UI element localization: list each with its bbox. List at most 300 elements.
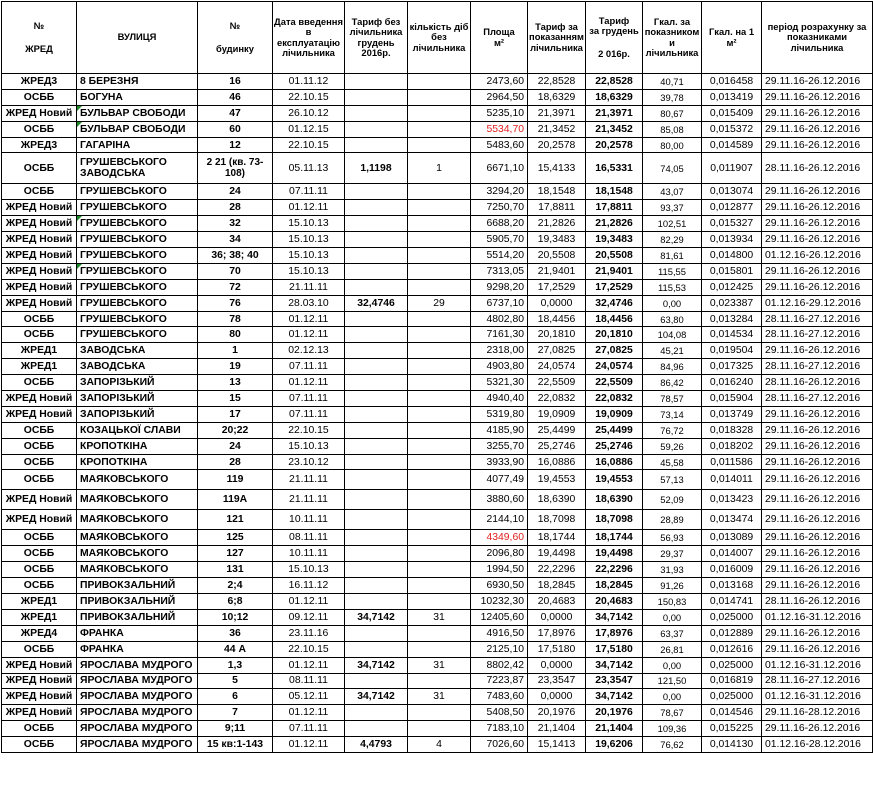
cell-street: ГРУШЕВСЬКОГО <box>77 295 198 311</box>
cell-gcal-by-meter: 104,08 <box>643 327 702 343</box>
cell-area: 5483,60 <box>471 137 528 153</box>
cell-tariff-december: 22,0832 <box>586 391 643 407</box>
cell-area: 2964,50 <box>471 89 528 105</box>
cell-date: 01.12.11 <box>273 737 345 753</box>
cell-gcal-by-meter: 28,89 <box>643 510 702 530</box>
cell-tariff-by-meter: 16,0886 <box>528 454 586 470</box>
cell-period: 29.11.16-26.12.2016 <box>762 89 873 105</box>
header-tariff-no-meter: Тариф без лічильника грудень 2016р. <box>345 2 408 74</box>
cell-zhred: ЖРЕД Новий <box>2 490 77 510</box>
table-row <box>2 89 873 105</box>
cell-gcal-per-m2: 0,015904 <box>702 391 762 407</box>
cell-house: 24 <box>198 184 273 200</box>
cell-house: 2 21 (кв. 73-108) <box>198 153 273 184</box>
cell-house: 20;22 <box>198 422 273 438</box>
cell-date: 26.10.12 <box>273 105 345 121</box>
cell-area: 4077,49 <box>471 470 528 490</box>
cell-period: 01.12.16-29.12.2016 <box>762 295 873 311</box>
cell-tariff-december: 22,2296 <box>586 562 643 578</box>
cell-gcal-per-m2: 0,015801 <box>702 263 762 279</box>
cell-tariff-by-meter: 18,4456 <box>528 311 586 327</box>
cell-period: 01.12.16-31.12.2016 <box>762 657 873 673</box>
cell-area: 6671,10 <box>471 153 528 184</box>
cell-gcal-per-m2: 0,014130 <box>702 737 762 753</box>
cell-period: 29.11.16-26.12.2016 <box>762 121 873 137</box>
cell-date: 07.11.11 <box>273 391 345 407</box>
cell-area: 5319,80 <box>471 406 528 422</box>
cell-period: 29.11.16-26.12.2016 <box>762 74 873 90</box>
cell-street: ГРУШЕВСЬКОГО <box>77 263 198 279</box>
cell-period: 29.11.16-26.12.2016 <box>762 470 873 490</box>
cell-days-no-meter <box>408 74 471 90</box>
cell-street: ГРУШЕВСЬКОГО <box>77 232 198 248</box>
cell-date: 23.10.12 <box>273 454 345 470</box>
cell-tariff-december: 20,5508 <box>586 248 643 264</box>
table-row <box>2 216 873 232</box>
cell-street: ГРУШЕВСЬКОГО <box>77 184 198 200</box>
cell-street: 8 БЕРЕЗНЯ <box>77 74 198 90</box>
cell-tariff-december: 22,5509 <box>586 375 643 391</box>
cell-tariff-december: 17,8976 <box>586 625 643 641</box>
cell-gcal-per-m2: 0,018328 <box>702 422 762 438</box>
cell-tariff-december: 34,7142 <box>586 609 643 625</box>
cell-days-no-meter: 31 <box>408 689 471 705</box>
cell-zhred: ОСББ <box>2 562 77 578</box>
cell-period: 29.11.16-26.12.2016 <box>762 105 873 121</box>
cell-gcal-by-meter: 150,83 <box>643 594 702 610</box>
cell-gcal-per-m2: 0,014011 <box>702 470 762 490</box>
cell-zhred: ОСББ <box>2 438 77 454</box>
cell-gcal-per-m2: 0,017325 <box>702 359 762 375</box>
cell-tariff-no-meter <box>345 248 408 264</box>
cell-date: 23.11.16 <box>273 625 345 641</box>
cell-tariff-december: 32,4746 <box>586 295 643 311</box>
cell-period: 29.11.16-26.12.2016 <box>762 343 873 359</box>
cell-tariff-by-meter: 18,6390 <box>528 490 586 510</box>
cell-zhred: ЖРЕД Новий <box>2 263 77 279</box>
cell-street: ПРИВОКЗАЛЬНИЙ <box>77 578 198 594</box>
cell-tariff-by-meter: 18,1548 <box>528 184 586 200</box>
cell-house: 119 <box>198 470 273 490</box>
cell-street: МАЯКОВСЬКОГО <box>77 562 198 578</box>
cell-tariff-no-meter <box>345 74 408 90</box>
cell-gcal-by-meter: 43,07 <box>643 184 702 200</box>
cell-days-no-meter <box>408 248 471 264</box>
cell-tariff-december: 21,3971 <box>586 105 643 121</box>
table-row <box>2 406 873 422</box>
cell-area: 4185,90 <box>471 422 528 438</box>
cell-zhred: ЖРЕД Новий <box>2 200 77 216</box>
cell-gcal-per-m2: 0,013419 <box>702 89 762 105</box>
cell-date: 21.11.11 <box>273 470 345 490</box>
cell-date: 10.11.11 <box>273 546 345 562</box>
cell-date: 01.12.11 <box>273 705 345 721</box>
cell-area: 7483,60 <box>471 689 528 705</box>
cell-gcal-by-meter: 102,51 <box>643 216 702 232</box>
cell-house: 15 <box>198 391 273 407</box>
cell-street: КРОПОТКІНА <box>77 438 198 454</box>
cell-days-no-meter <box>408 578 471 594</box>
cell-gcal-per-m2: 0,014589 <box>702 137 762 153</box>
table-row <box>2 200 873 216</box>
cell-days-no-meter <box>408 530 471 546</box>
cell-gcal-by-meter: 0,00 <box>643 657 702 673</box>
cell-period: 29.11.16-28.12.2016 <box>762 705 873 721</box>
cell-tariff-no-meter <box>345 721 408 737</box>
cell-gcal-by-meter: 0,00 <box>643 689 702 705</box>
cell-house: 17 <box>198 406 273 422</box>
cell-gcal-by-meter: 80,00 <box>643 137 702 153</box>
cell-area: 6688,20 <box>471 216 528 232</box>
cell-period: 29.11.16-26.12.2016 <box>762 625 873 641</box>
cell-period: 28.11.16-26.12.2016 <box>762 375 873 391</box>
cell-gcal-by-meter: 115,53 <box>643 279 702 295</box>
cell-tariff-no-meter: 34,7142 <box>345 657 408 673</box>
cell-tariff-by-meter: 18,6329 <box>528 89 586 105</box>
cell-area: 4916,50 <box>471 625 528 641</box>
cell-gcal-by-meter: 86,42 <box>643 375 702 391</box>
cell-tariff-december: 16,0886 <box>586 454 643 470</box>
cell-gcal-by-meter: 59,26 <box>643 438 702 454</box>
cell-street: БУЛЬВАР СВОБОДИ <box>77 105 198 121</box>
cell-tariff-by-meter: 19,3483 <box>528 232 586 248</box>
cell-area: 3294,20 <box>471 184 528 200</box>
cell-gcal-per-m2: 0,013474 <box>702 510 762 530</box>
cell-zhred: ОСББ <box>2 153 77 184</box>
cell-period: 28.11.16-27.12.2016 <box>762 359 873 375</box>
cell-days-no-meter <box>408 105 471 121</box>
cell-zhred: ОСББ <box>2 454 77 470</box>
cell-tariff-no-meter <box>345 232 408 248</box>
cell-area: 10232,30 <box>471 594 528 610</box>
header-gcal-by-meter: Гкал. за показником и лічильника <box>643 2 702 74</box>
cell-area: 5235,10 <box>471 105 528 121</box>
cell-street: ФРАНКА <box>77 641 198 657</box>
cell-house: 9;11 <box>198 721 273 737</box>
cell-gcal-per-m2: 0,014546 <box>702 705 762 721</box>
cell-zhred: ОСББ <box>2 422 77 438</box>
cell-area: 2144,10 <box>471 510 528 530</box>
cell-date: 15.10.13 <box>273 263 345 279</box>
cell-days-no-meter <box>408 510 471 530</box>
cell-gcal-per-m2: 0,018202 <box>702 438 762 454</box>
cell-tariff-no-meter <box>345 343 408 359</box>
cell-area: 2096,80 <box>471 546 528 562</box>
cell-days-no-meter <box>408 422 471 438</box>
cell-house: 76 <box>198 295 273 311</box>
cell-tariff-by-meter: 27,0825 <box>528 343 586 359</box>
cell-date: 07.11.11 <box>273 721 345 737</box>
cell-gcal-per-m2: 0,012616 <box>702 641 762 657</box>
table-row <box>2 562 873 578</box>
cell-house: 7 <box>198 705 273 721</box>
cell-gcal-by-meter: 45,58 <box>643 454 702 470</box>
cell-tariff-december: 21,1404 <box>586 721 643 737</box>
cell-days-no-meter <box>408 391 471 407</box>
cell-zhred: ЖРЕД Новий <box>2 406 77 422</box>
table-row <box>2 375 873 391</box>
cell-period: 28.11.16-27.12.2016 <box>762 327 873 343</box>
cell-gcal-by-meter: 73,14 <box>643 406 702 422</box>
cell-tariff-no-meter: 32,4746 <box>345 295 408 311</box>
cell-days-no-meter <box>408 375 471 391</box>
cell-area: 5321,30 <box>471 375 528 391</box>
cell-zhred: ЖРЕД Новий <box>2 391 77 407</box>
cell-house: 5 <box>198 673 273 689</box>
table-row <box>2 689 873 705</box>
cell-days-no-meter <box>408 546 471 562</box>
cell-zhred: ОСББ <box>2 578 77 594</box>
table-row <box>2 279 873 295</box>
cell-tariff-by-meter: 20,2578 <box>528 137 586 153</box>
cell-gcal-per-m2: 0,012877 <box>702 200 762 216</box>
table-row <box>2 546 873 562</box>
cell-tariff-by-meter: 22,8528 <box>528 74 586 90</box>
cell-area: 7223,87 <box>471 673 528 689</box>
cell-gcal-per-m2: 0,014534 <box>702 327 762 343</box>
cell-period: 29.11.16-26.12.2016 <box>762 454 873 470</box>
cell-gcal-by-meter: 40,71 <box>643 74 702 90</box>
cell-tariff-december: 19,3483 <box>586 232 643 248</box>
cell-area: 3933,90 <box>471 454 528 470</box>
cell-tariff-by-meter: 20,1976 <box>528 705 586 721</box>
cell-gcal-by-meter: 52,09 <box>643 490 702 510</box>
cell-period: 29.11.16-26.12.2016 <box>762 216 873 232</box>
cell-street: ЗАПОРІЗЬКИЙ <box>77 406 198 422</box>
cell-tariff-december: 22,8528 <box>586 74 643 90</box>
cell-tariff-by-meter: 17,8811 <box>528 200 586 216</box>
cell-area: 7161,30 <box>471 327 528 343</box>
cell-gcal-per-m2: 0,016240 <box>702 375 762 391</box>
cell-street: МАЯКОВСЬКОГО <box>77 530 198 546</box>
cell-tariff-by-meter: 0,0000 <box>528 295 586 311</box>
cell-tariff-december: 19,6206 <box>586 737 643 753</box>
cell-house: 36; 38; 40 <box>198 248 273 264</box>
cell-date: 08.11.11 <box>273 673 345 689</box>
cell-area: 7250,70 <box>471 200 528 216</box>
cell-tariff-by-meter: 0,0000 <box>528 689 586 705</box>
cell-house: 16 <box>198 74 273 90</box>
table-row <box>2 263 873 279</box>
cell-days-no-meter <box>408 625 471 641</box>
cell-tariff-december: 17,2529 <box>586 279 643 295</box>
cell-period: 29.11.16-26.12.2016 <box>762 530 873 546</box>
cell-days-no-meter <box>408 562 471 578</box>
cell-days-no-meter <box>408 470 471 490</box>
table-row <box>2 105 873 121</box>
cell-area: 6930,50 <box>471 578 528 594</box>
table-row <box>2 737 873 753</box>
cell-tariff-by-meter: 20,1810 <box>528 327 586 343</box>
cell-period: 29.11.16-26.12.2016 <box>762 641 873 657</box>
cell-tariff-december: 25,4499 <box>586 422 643 438</box>
cell-tariff-december: 19,0909 <box>586 406 643 422</box>
cell-gcal-per-m2: 0,013089 <box>702 530 762 546</box>
cell-zhred: ЖРЕД Новий <box>2 105 77 121</box>
cell-street: МАЯКОВСЬКОГО <box>77 470 198 490</box>
cell-tariff-december: 20,1976 <box>586 705 643 721</box>
cell-house: 15 кв:1-143 <box>198 737 273 753</box>
cell-tariff-no-meter <box>345 89 408 105</box>
cell-street: БОГУНА <box>77 89 198 105</box>
cell-tariff-no-meter <box>345 121 408 137</box>
cell-gcal-per-m2: 0,019504 <box>702 343 762 359</box>
cell-period: 29.11.16-26.12.2016 <box>762 490 873 510</box>
cell-gcal-by-meter: 0,00 <box>643 609 702 625</box>
cell-days-no-meter <box>408 490 471 510</box>
cell-tariff-by-meter: 15,1413 <box>528 737 586 753</box>
cell-tariff-no-meter: 4,4793 <box>345 737 408 753</box>
table-row <box>2 248 873 264</box>
table-row <box>2 121 873 137</box>
cell-gcal-by-meter: 39,78 <box>643 89 702 105</box>
cell-tariff-no-meter <box>345 375 408 391</box>
table-row <box>2 657 873 673</box>
cell-days-no-meter: 1 <box>408 153 471 184</box>
cell-gcal-per-m2: 0,015372 <box>702 121 762 137</box>
cell-tariff-december: 18,7098 <box>586 510 643 530</box>
cell-tariff-by-meter: 21,3452 <box>528 121 586 137</box>
cell-tariff-no-meter <box>345 673 408 689</box>
cell-tariff-december: 34,7142 <box>586 657 643 673</box>
cell-zhred: ЖРЕД1 <box>2 343 77 359</box>
cell-gcal-per-m2: 0,014007 <box>702 546 762 562</box>
cell-area: 1994,50 <box>471 562 528 578</box>
cell-street: ГРУШЕВСЬКОГО <box>77 216 198 232</box>
cell-days-no-meter <box>408 200 471 216</box>
cell-gcal-per-m2: 0,013423 <box>702 490 762 510</box>
cell-house: 119А <box>198 490 273 510</box>
cell-zhred: ЖРЕД Новий <box>2 657 77 673</box>
cell-zhred: ЖРЕД1 <box>2 594 77 610</box>
cell-tariff-december: 21,9401 <box>586 263 643 279</box>
cell-gcal-by-meter: 76,72 <box>643 422 702 438</box>
cell-tariff-december: 21,3452 <box>586 121 643 137</box>
cell-gcal-per-m2: 0,013074 <box>702 184 762 200</box>
cell-tariff-by-meter: 15,4133 <box>528 153 586 184</box>
cell-tariff-by-meter: 17,2529 <box>528 279 586 295</box>
cell-tariff-by-meter: 17,5180 <box>528 641 586 657</box>
cell-gcal-by-meter: 91,26 <box>643 578 702 594</box>
cell-area: 4940,40 <box>471 391 528 407</box>
cell-period: 29.11.16-26.12.2016 <box>762 200 873 216</box>
cell-tariff-december: 20,1810 <box>586 327 643 343</box>
cell-zhred: ОСББ <box>2 721 77 737</box>
cell-days-no-meter <box>408 641 471 657</box>
cell-street: ГРУШЕВСЬКОГО <box>77 200 198 216</box>
cell-date: 01.12.11 <box>273 375 345 391</box>
table-row <box>2 594 873 610</box>
cell-zhred: ОСББ <box>2 530 77 546</box>
table-row <box>2 438 873 454</box>
cell-tariff-no-meter <box>345 438 408 454</box>
cell-house: 6 <box>198 689 273 705</box>
cell-area: 3255,70 <box>471 438 528 454</box>
cell-street: МАЯКОВСЬКОГО <box>77 546 198 562</box>
cell-tariff-by-meter: 21,2826 <box>528 216 586 232</box>
cell-tariff-december: 17,8811 <box>586 200 643 216</box>
cell-date: 22.10.15 <box>273 137 345 153</box>
cell-tariff-no-meter <box>345 359 408 375</box>
cell-area: 8802,42 <box>471 657 528 673</box>
cell-gcal-per-m2: 0,013168 <box>702 578 762 594</box>
cell-tariff-no-meter <box>345 562 408 578</box>
cell-gcal-per-m2: 0,016009 <box>702 562 762 578</box>
table-row <box>2 510 873 530</box>
cell-tariff-by-meter: 0,0000 <box>528 609 586 625</box>
cell-tariff-no-meter <box>345 327 408 343</box>
cell-house: 60 <box>198 121 273 137</box>
cell-house: 36 <box>198 625 273 641</box>
cell-gcal-per-m2: 0,025000 <box>702 657 762 673</box>
cell-street: ГРУШЕВСЬКОГО <box>77 279 198 295</box>
cell-tariff-by-meter: 17,8976 <box>528 625 586 641</box>
cell-zhred: ЖРЕД Новий <box>2 248 77 264</box>
cell-gcal-by-meter: 85,08 <box>643 121 702 137</box>
cell-area: 5534,70 <box>471 121 528 137</box>
cell-tariff-no-meter <box>345 137 408 153</box>
cell-gcal-per-m2: 0,014741 <box>702 594 762 610</box>
cell-zhred: ЖРЕД Новий <box>2 673 77 689</box>
cell-days-no-meter <box>408 89 471 105</box>
cell-date: 07.11.11 <box>273 184 345 200</box>
header-gcal-per-m2: Гкал. на 1 м² <box>702 2 762 74</box>
cell-days-no-meter: 31 <box>408 657 471 673</box>
cell-tariff-by-meter: 22,5509 <box>528 375 586 391</box>
cell-street: ГРУШЕВСЬКОГО ЗАВОДСЬКА <box>77 153 198 184</box>
cell-gcal-per-m2: 0,011586 <box>702 454 762 470</box>
cell-tariff-by-meter: 21,3971 <box>528 105 586 121</box>
cell-period: 29.11.16-26.12.2016 <box>762 721 873 737</box>
cell-days-no-meter <box>408 137 471 153</box>
cell-gcal-per-m2: 0,012889 <box>702 625 762 641</box>
cell-tariff-december: 20,4683 <box>586 594 643 610</box>
cell-street: ЯРОСЛАВА МУДРОГО <box>77 673 198 689</box>
cell-date: 10.11.11 <box>273 510 345 530</box>
cell-street: ЗАПОРІЗЬКИЙ <box>77 391 198 407</box>
cell-period: 29.11.16-26.12.2016 <box>762 438 873 454</box>
cell-street: КОЗАЦЬКОЇ СЛАВИ <box>77 422 198 438</box>
cell-gcal-by-meter: 78,57 <box>643 391 702 407</box>
cell-street: ЯРОСЛАВА МУДРОГО <box>77 721 198 737</box>
cell-street: ЯРОСЛАВА МУДРОГО <box>77 689 198 705</box>
cell-house: 80 <box>198 327 273 343</box>
cell-zhred: ЖРЕД Новий <box>2 705 77 721</box>
cell-area: 5514,20 <box>471 248 528 264</box>
cell-zhred: ОСББ <box>2 184 77 200</box>
cell-tariff-by-meter: 19,0909 <box>528 406 586 422</box>
cell-gcal-by-meter: 93,37 <box>643 200 702 216</box>
cell-zhred: ЖРЕД3 <box>2 74 77 90</box>
cell-gcal-by-meter: 82,29 <box>643 232 702 248</box>
cell-gcal-by-meter: 121,50 <box>643 673 702 689</box>
cell-period: 29.11.16-26.12.2016 <box>762 232 873 248</box>
cell-gcal-by-meter: 115,55 <box>643 263 702 279</box>
table-row <box>2 184 873 200</box>
cell-days-no-meter <box>408 263 471 279</box>
table-row <box>2 609 873 625</box>
cell-period: 29.11.16-26.12.2016 <box>762 422 873 438</box>
cell-period: 28.11.16-26.12.2016 <box>762 594 873 610</box>
cell-period: 29.11.16-26.12.2016 <box>762 546 873 562</box>
cell-date: 08.11.11 <box>273 530 345 546</box>
cell-zhred: ЖРЕД Новий <box>2 279 77 295</box>
cell-gcal-per-m2: 0,013749 <box>702 406 762 422</box>
cell-period: 01.12.16-31.12.2016 <box>762 609 873 625</box>
cell-street: КРОПОТКІНА <box>77 454 198 470</box>
cell-gcal-by-meter: 45,21 <box>643 343 702 359</box>
cell-date: 15.10.13 <box>273 216 345 232</box>
